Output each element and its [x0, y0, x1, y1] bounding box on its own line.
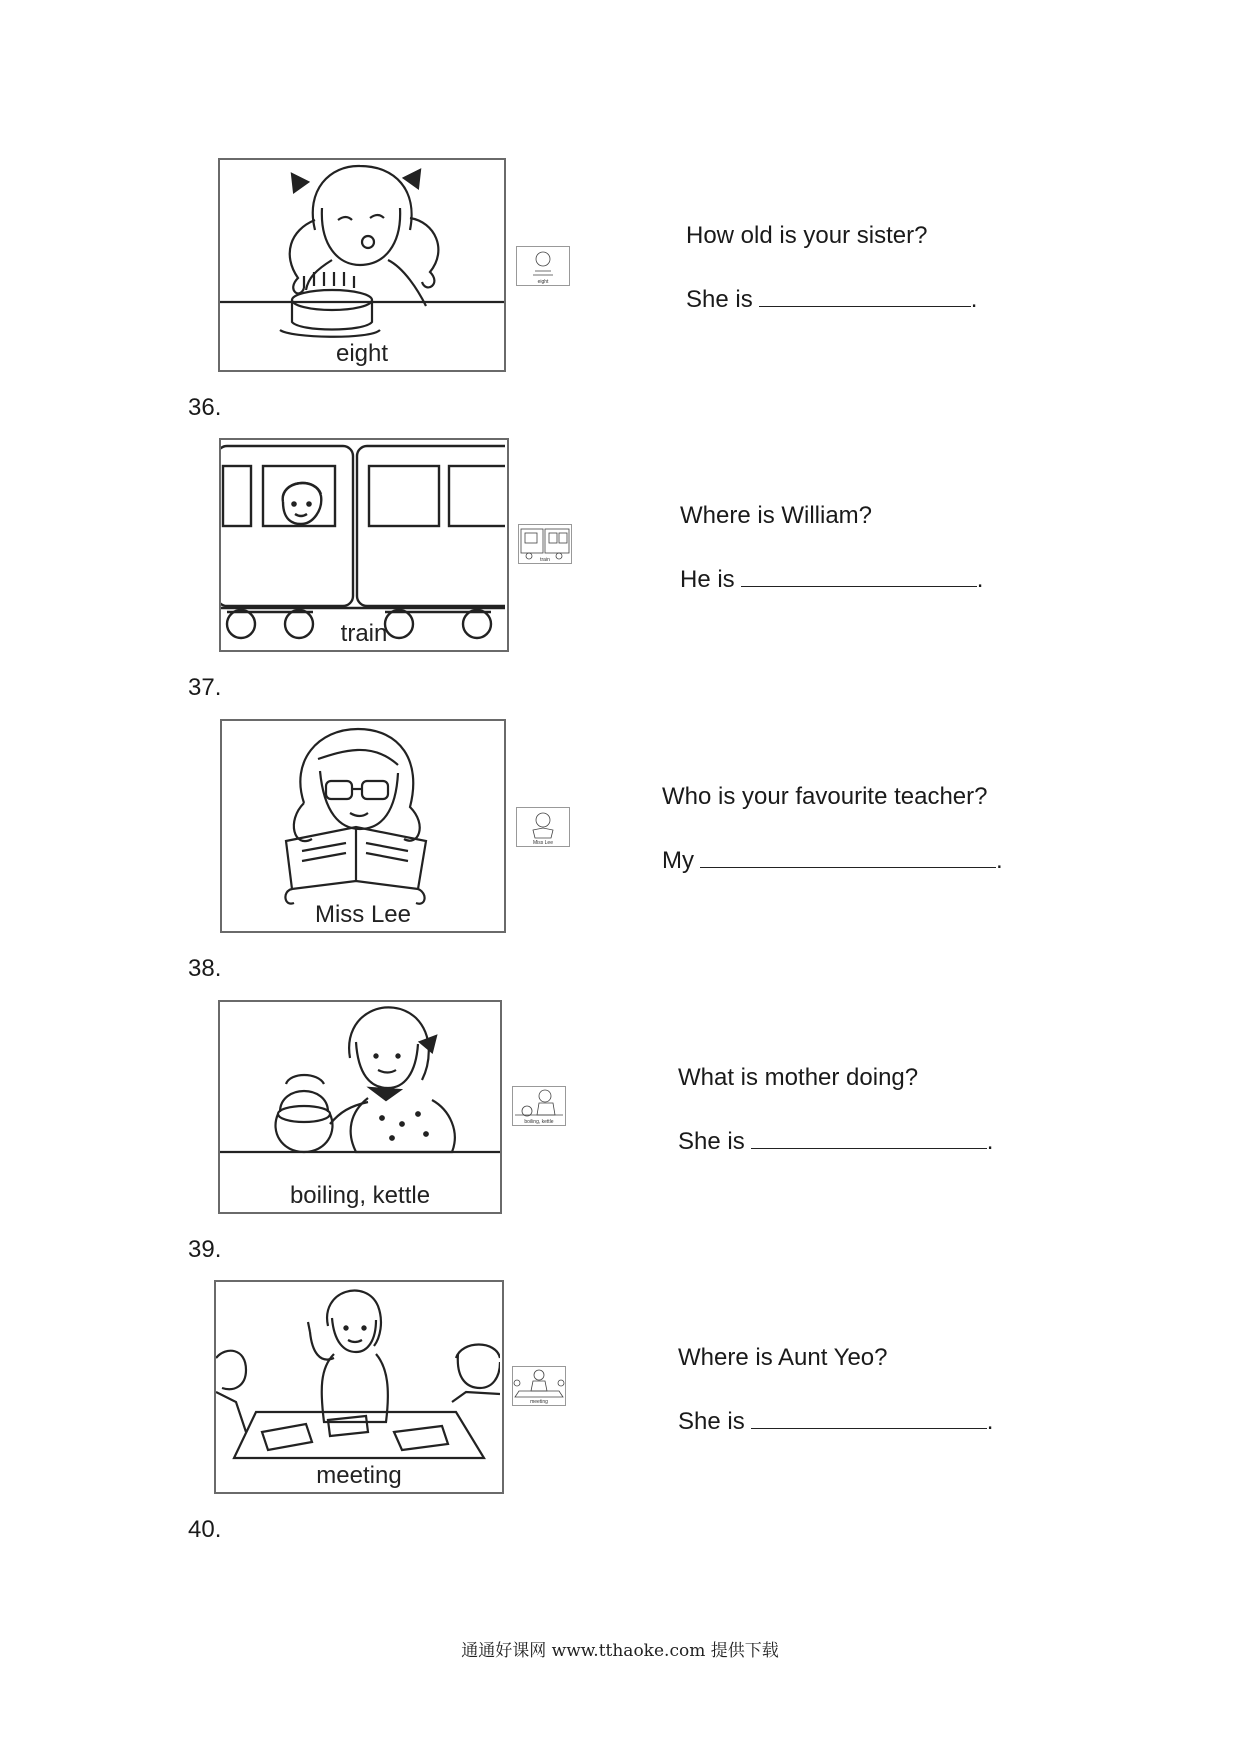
answer-line [680, 564, 983, 594]
answer-prefix: He is [680, 566, 735, 593]
answer-period: . [996, 847, 1003, 874]
answer-blank[interactable] [741, 564, 977, 587]
question-text: Who is your favourite teacher? [662, 783, 988, 810]
thumbnail-image [512, 1366, 566, 1406]
question-text: Where is William? [680, 502, 873, 529]
answer-line [686, 284, 977, 314]
thumbnail-label: eight [537, 279, 549, 285]
question-number: 38. [188, 955, 222, 982]
question-number: 37. [188, 674, 222, 701]
answer-line [662, 845, 1003, 875]
picture-label: meeting [316, 1462, 402, 1489]
exercise-item-40 [0, 1280, 1240, 1560]
question-number: 40. [188, 1516, 222, 1543]
thumbnail-label: boiling, kettle [524, 1119, 554, 1125]
exercise-item-39 [0, 1000, 1240, 1280]
answer-blank[interactable] [751, 1126, 987, 1149]
boy-on-train-illustration [221, 440, 505, 650]
thumbnail-label: train [540, 557, 550, 563]
question-text: Where is Aunt Yeo? [678, 1344, 888, 1371]
teacher-reading-illustration [222, 721, 506, 931]
picture-miss-lee [220, 719, 506, 933]
answer-blank[interactable] [700, 845, 996, 868]
picture-boy-train [219, 438, 509, 652]
thumbnail-label: Miss Lee [532, 840, 553, 846]
answer-period: . [986, 1408, 994, 1435]
answer-period: . [976, 566, 984, 593]
picture-mother-kettle [218, 1000, 502, 1214]
answer-blank[interactable] [759, 284, 971, 307]
exercise-item-36 [0, 158, 1240, 438]
thumbnail-image [516, 246, 570, 286]
question-text: How old is your sister? [686, 222, 928, 249]
question-number: 36. [188, 394, 222, 421]
picture-girl-birthday-cake [218, 158, 506, 372]
question-text: What is mother doing? [678, 1064, 919, 1091]
answer-period: . [986, 1128, 994, 1155]
page-footer: 通通好课网 www.tthaoke.com 提供下载 [461, 1641, 779, 1661]
answer-prefix: She is [678, 1128, 745, 1155]
girl-birthday-cake-illustration [220, 160, 504, 370]
answer-line [678, 1406, 993, 1436]
exercise-item-38 [0, 719, 1240, 999]
answer-prefix: She is [678, 1408, 745, 1435]
thumbnail-image [512, 1086, 566, 1126]
picture-meeting [214, 1280, 504, 1494]
meeting-illustration [216, 1282, 500, 1492]
answer-blank[interactable] [751, 1406, 987, 1429]
picture-label: boiling, kettle [289, 1182, 431, 1209]
question-number: 39. [188, 1236, 222, 1263]
picture-label: train [340, 620, 388, 647]
picture-label: Miss Lee [314, 901, 412, 928]
answer-period: . [970, 286, 978, 313]
thumbnail-image [518, 524, 572, 564]
answer-prefix: She is [686, 286, 753, 313]
picture-label: eight [335, 340, 389, 367]
answer-prefix: My [662, 847, 694, 874]
thumbnail-image [516, 807, 570, 847]
mother-boiling-kettle-illustration [220, 1002, 502, 1212]
answer-line [678, 1126, 993, 1156]
exercise-item-37 [0, 438, 1240, 718]
thumbnail-label: meeting [530, 1399, 548, 1405]
